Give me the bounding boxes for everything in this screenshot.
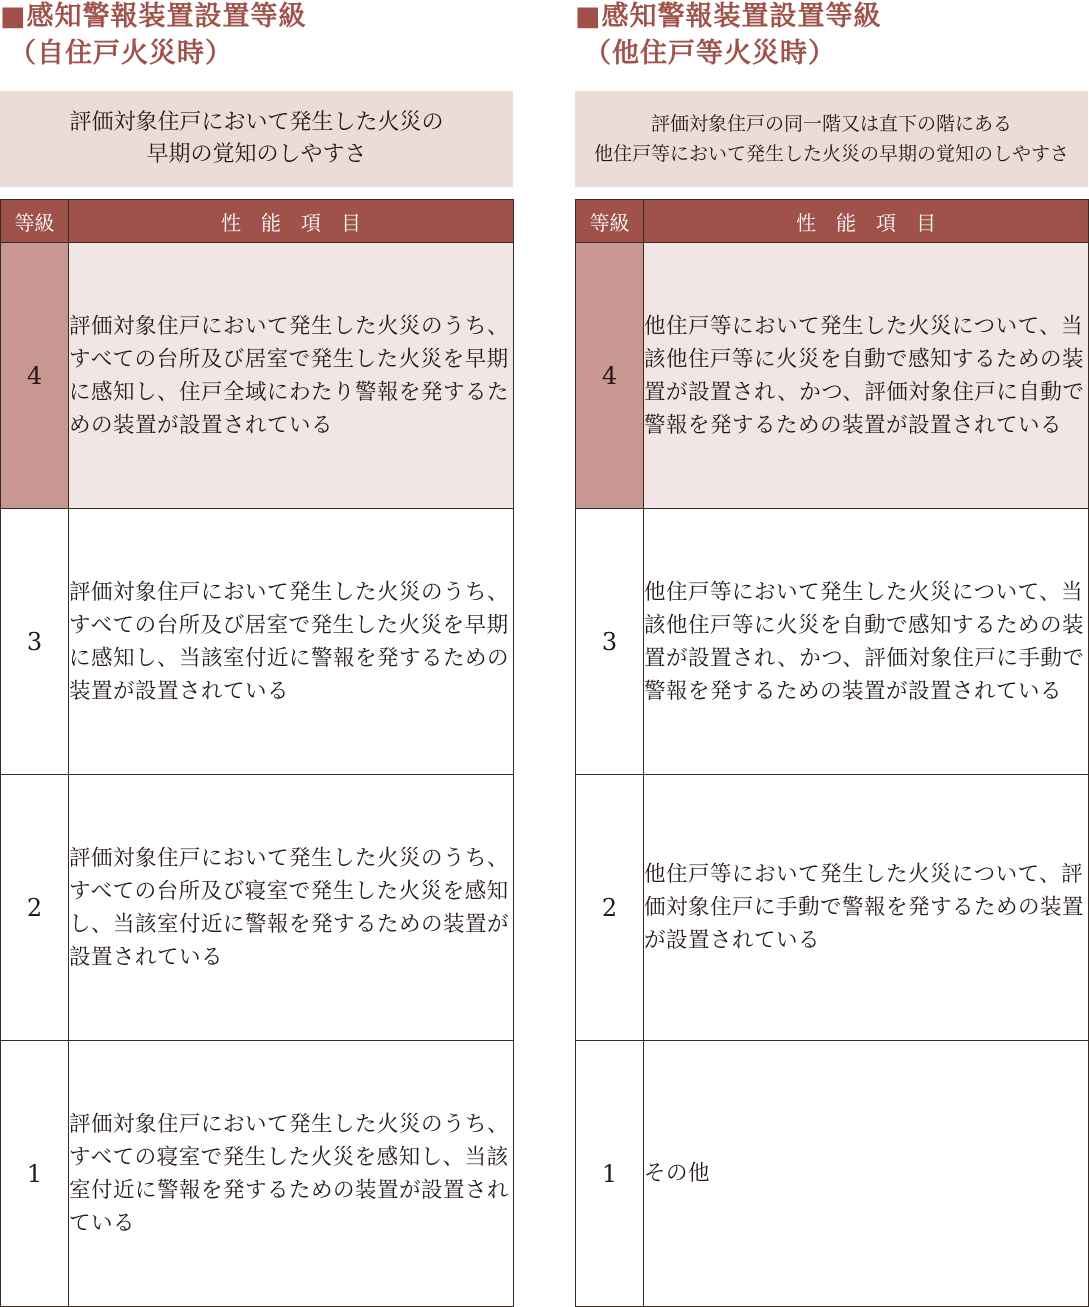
table-row <box>1 509 514 775</box>
grade-table <box>0 199 514 1307</box>
grade-number: 2 <box>1 775 69 1041</box>
summary-line: 早期の覚知のしやすさ <box>146 142 367 167</box>
grade-number: 4 <box>1 243 69 509</box>
table-row <box>576 509 1089 775</box>
table-header-row <box>576 200 1089 243</box>
table-header-row <box>1 200 514 243</box>
grade-description: 評価対象住戸において発生した火災のうち、すべての台所及び居室で発生した火災を早期に感知し、住戸全域にわたり警報を発するための装置が設置されている <box>69 243 514 509</box>
grade-description: その他 <box>644 1041 1089 1307</box>
grade-number: 2 <box>576 775 644 1041</box>
panel-title-line2: （自住戸火災時） <box>9 38 233 69</box>
grade-number: 3 <box>576 509 644 775</box>
header-items: 性能項目 <box>69 200 514 243</box>
table-row <box>1 775 514 1041</box>
table-row <box>576 1041 1089 1307</box>
grade-description: 評価対象住戸において発生した火災のうち、すべての台所及び寝室で発生した火災を感知し、当該室付近に警報を発するための装置が設置されている <box>69 775 514 1041</box>
grade-description: 他住戸等において発生した火災について、評価対象住戸に手動で警報を発するための装置が設置されている <box>644 775 1089 1041</box>
table-row <box>576 243 1089 509</box>
grade-number: 4 <box>576 243 644 509</box>
grade-description: 評価対象住戸において発生した火災のうち、すべての寝室で発生した火災を感知し、当該室付近に警報を発するための装置が設置されている <box>69 1041 514 1307</box>
grade-number: 1 <box>576 1041 644 1307</box>
summary-line: 他住戸等において発生した火災の早期の覚知のしやすさ <box>593 143 1069 165</box>
grade-description: 評価対象住戸において発生した火災のうち、すべての台所及び居室で発生した火災を早期に感知し、当該室付近に警報を発するための装置が設置されている <box>69 509 514 775</box>
panel-own-unit-fire <box>0 0 513 1305</box>
header-items: 性能項目 <box>644 200 1089 243</box>
panel-title-line1: ■感知警報装置設置等級 <box>0 1 307 32</box>
grade-number: 3 <box>1 509 69 775</box>
summary-line: 評価対象住戸の同一階又は直下の階にある <box>650 113 1012 135</box>
summary-box <box>0 91 513 187</box>
table-row <box>1 1041 514 1307</box>
panel-other-unit-fire <box>575 0 1088 1305</box>
table-row <box>1 243 514 509</box>
grade-description: 他住戸等において発生した火災について、当該他住戸等に火災を自動で感知するための装置が設置され、かつ、評価対象住戸に自動で警報を発するための装置が設置されている <box>644 243 1089 509</box>
panel-title <box>575 0 1089 70</box>
summary-box <box>575 91 1088 187</box>
grade-description: 他住戸等において発生した火災について、当該他住戸等に火災を自動で感知するための装置が設置され、かつ、評価対象住戸に手動で警報を発するための装置が設置されている <box>644 509 1089 775</box>
header-grade: 等級 <box>576 200 644 243</box>
summary-line: 評価対象住戸において発生した火災の <box>69 110 444 135</box>
header-grade: 等級 <box>1 200 69 243</box>
panel-title-line2: （他住戸等火災時） <box>584 38 836 69</box>
grade-table <box>575 199 1089 1307</box>
panel-title <box>0 0 520 70</box>
panel-title-line1: ■感知警報装置設置等級 <box>575 1 882 32</box>
grade-number: 1 <box>1 1041 69 1307</box>
table-row <box>576 775 1089 1041</box>
